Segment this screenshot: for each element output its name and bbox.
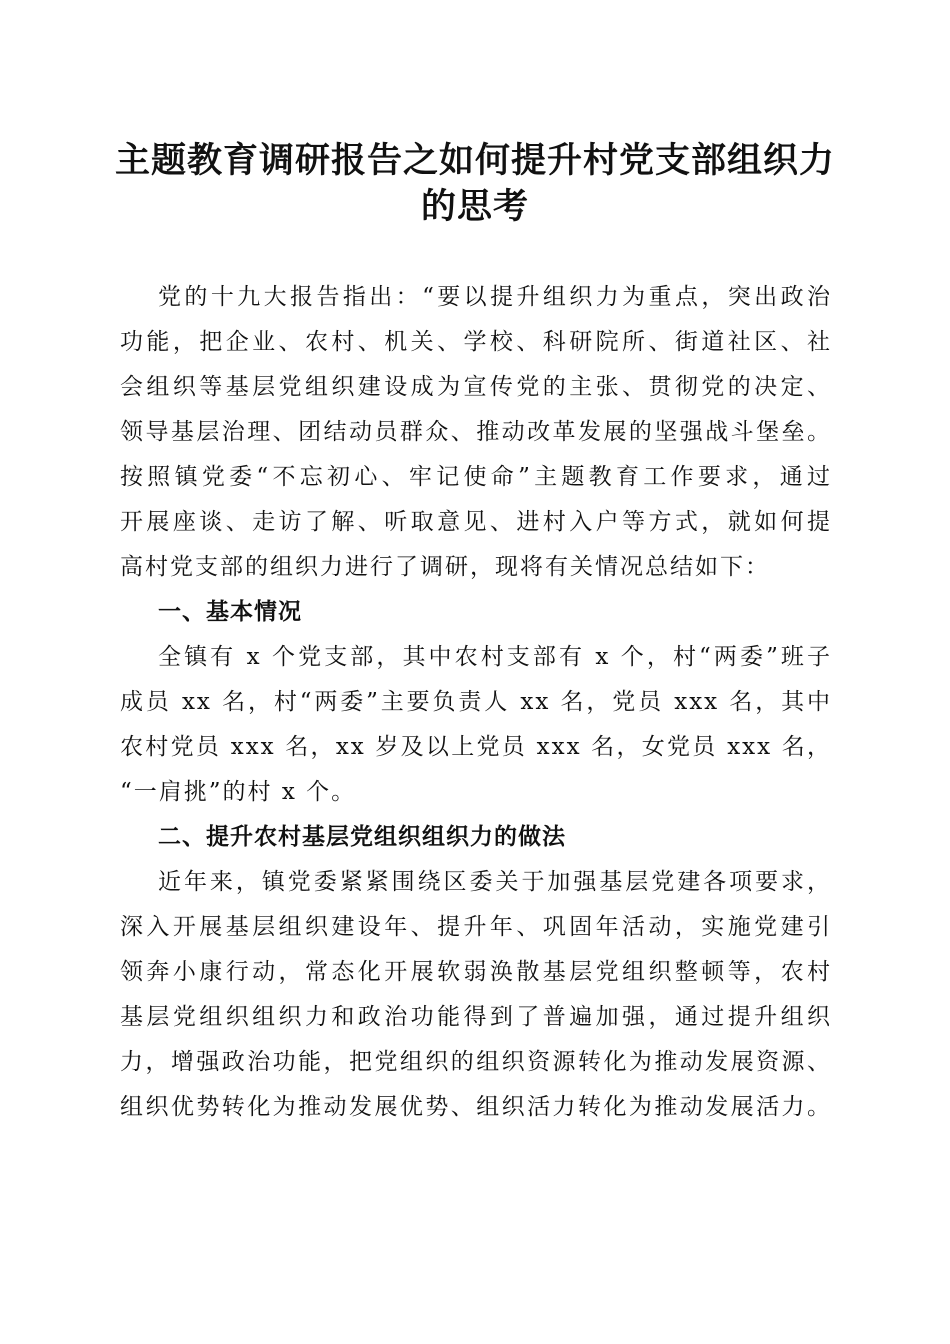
section-2-line-2: 深入开展基层组织建设年、提升年、巩固年活动，实施党建引 [120,914,832,940]
intro-line-7: 高村党支部的组织力进行了调研，现将有关情况总结如下： [120,554,770,580]
section-2-line-4: 基层党组织组织力和政治功能得到了普遍加强，通过提升组织 [120,1004,832,1030]
section-1-line-3: 农村党员 xxx 名，xx 岁及以上党员 xxx 名，女党员 xxx 名， [120,734,832,760]
section-2-line-1: 近年来，镇党委紧紧围绕区委关于加强基层党建各项要求， [158,869,832,895]
document-title-line-2: 的思考 [420,186,529,227]
section-2-line-5: 力，增强政治功能，把党组织的组织资源转化为推动发展资源、 [120,1049,832,1075]
section-1-line-4: “一肩挑”的村 x 个。 [120,779,357,805]
section-1-line-2: 成员 xx 名，村“两委”主要负责人 xx 名，党员 xxx 名，其中 [120,689,832,715]
section-2-line-6: 组织优势转化为推动发展优势、组织活力转化为推动发展活力。 [120,1094,832,1120]
section-1-heading: 一、基本情况 [158,599,302,625]
intro-line-4: 领导基层治理、团结动员群众、推动改革发展的坚强战斗堡垒。 [120,419,832,445]
intro-line-2: 功能，把企业、农村、机关、学校、科研院所、街道社区、社 [120,329,832,355]
document-title-line-1: 主题教育调研报告之如何提升村党支部组织力 [114,140,835,181]
intro-line-5: 按照镇党委“不忘初心、牢记使命”主题教育工作要求，通过 [120,464,832,490]
section-2-heading: 二、提升农村基层党组织组织力的做法 [158,824,566,850]
section-1-line-1: 全镇有 x 个党支部，其中农村支部有 x 个，村“两委”班子 [158,644,832,670]
section-2-line-3: 领奔小康行动，常态化开展软弱涣散基层党组织整顿等，农村 [120,959,832,985]
intro-line-1: 党的十九大报告指出：“要以提升组织力为重点，突出政治 [158,284,832,310]
intro-line-6: 开展座谈、走访了解、听取意见、进村入户等方式，就如何提 [120,509,832,535]
intro-line-3: 会组织等基层党组织建设成为宣传党的主张、贯彻党的决定、 [120,374,832,400]
